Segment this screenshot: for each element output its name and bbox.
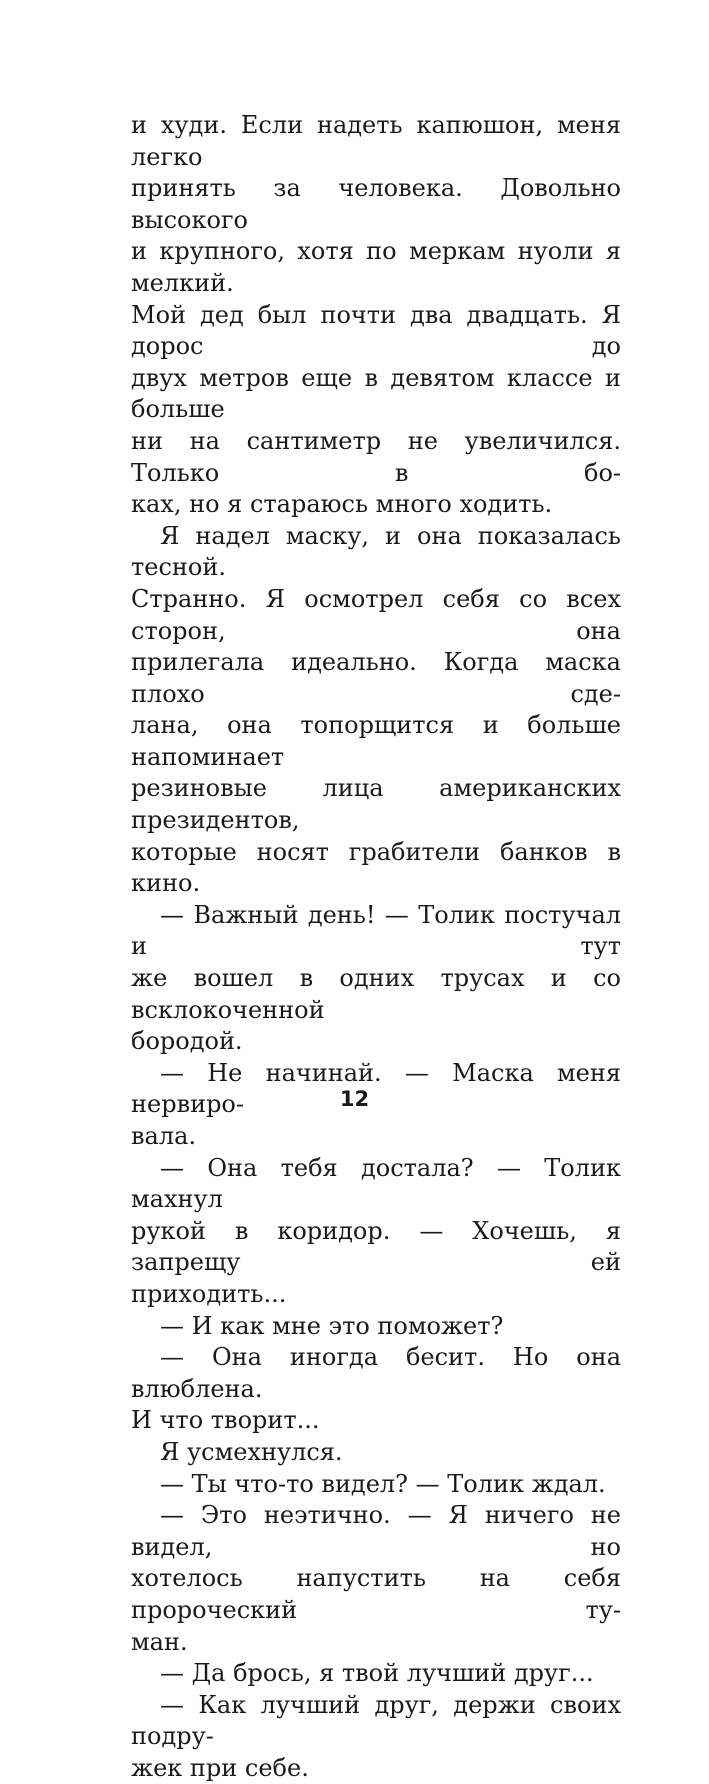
text-line: прилегала идеально. Когда маска плохо сде- [131,648,621,708]
text-line: Странно. Я осмотрел себя со всех сторон, она [131,584,621,645]
page-number: 12 [339,1087,370,1111]
text-line: — И как мне это поможет? [160,1311,504,1340]
text-line: жек при себе. [131,1753,309,1782]
text-line: ках, но я стараюсь много ходить. [131,490,553,519]
body-text [131,110,621,1784]
text-line: рукой в коридор. — Хочешь, я запрещу ей [131,1216,621,1277]
text-line: — Она тебя достала? — Толик махнул [131,1153,621,1214]
text-line: — Она иногда бесит. Но она влюблена. [131,1343,621,1403]
text-line: — Да брось, я твой лучший друг... [160,1659,594,1688]
text-line: хотелось напустить на себя пророческий ту- [131,1564,621,1624]
text-line: Я надел маску, и она показалась тесной. [131,521,621,582]
text-line: и худи. Если надеть капюшон, меня легко [131,111,621,171]
text-line: же вошел в одних трусах и со всклокоченной [131,964,621,1024]
text-line: — Как лучший друг, держи своих подру- [131,1690,621,1751]
text-line: приходить... [131,1279,287,1308]
text-line: двух метров еще в девятом классе и больше [131,363,621,424]
text-line: бородой. [131,1027,243,1056]
text-line: — Это неэтично. — Я ничего не видел, но [131,1501,621,1561]
text-line: которые носят грабители банков в кино. [131,837,621,898]
text-line: — Ты что-то видел? — Толик ждал. [160,1469,606,1498]
text-line: ман. [131,1627,188,1656]
text-line: Я усмехнулся. [160,1437,343,1466]
text-line: И что творит... [131,1406,320,1435]
text-line: вала. [131,1122,197,1150]
text-line: лана, она топорщится и больше напоминает [131,711,621,771]
text-line: принять за человека. Довольно высокого [131,174,621,234]
text-line: — Важный день! — Толик постучал и тут [131,900,621,961]
text-line: резиновые лица американских президентов, [131,774,621,835]
text-line: — Не начинай. — Маска меня нервиро- [131,1058,621,1119]
text-line: Мой дед был почти два двадцать. Я дорос до [131,300,621,361]
text-line: и крупного, хотя по меркам нуоли я мелкий. [131,237,621,297]
text-line: ни на сантиметр не увеличился. Только в бо- [131,426,621,487]
